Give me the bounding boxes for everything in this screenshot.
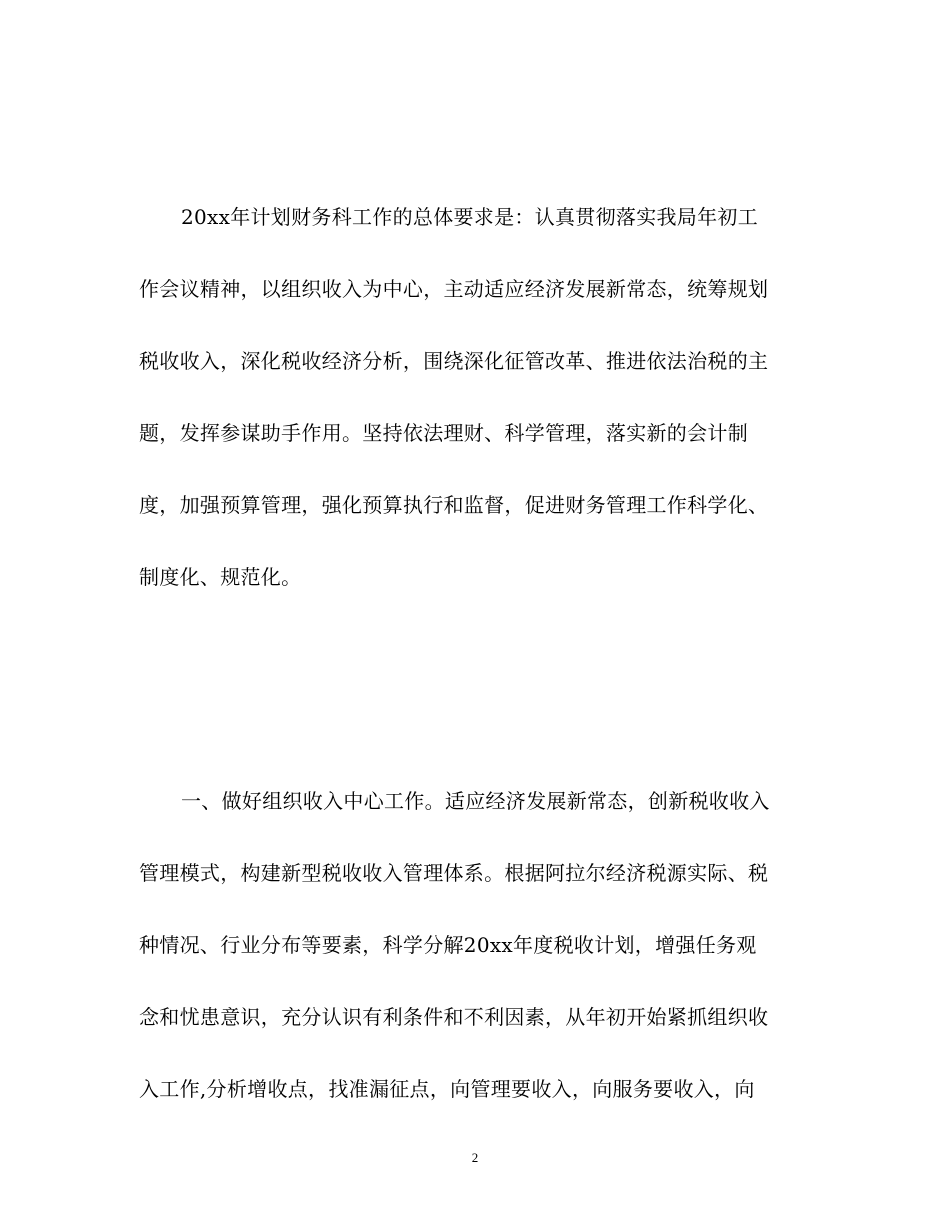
paragraph-line: 20xx年计划财务科工作的总体要求是：认真贯彻落实我局年初工: [181, 205, 759, 229]
paragraph-line: 度，加强预算管理，强化预算执行和监督，促进财务管理工作科学化、: [139, 493, 769, 517]
paragraph-line: 种情况、行业分布等要素，科学分解20xx年度税收计划，增强任务观: [139, 933, 757, 957]
paragraph-line: 一、做好组织收入中心工作。适应经济发展新常态，创新税收收入: [181, 789, 770, 813]
paragraph-line: 入工作,分析增收点，找准漏征点，向管理要收入，向服务要收入，向: [139, 1077, 755, 1101]
paragraph-line: 制度化、规范化。: [139, 565, 302, 589]
paragraph-line: 念和忧患意识，充分认识有利条件和不利因素，从年初开始紧抓组织收: [139, 1005, 769, 1029]
page-number: 2: [471, 1150, 479, 1165]
paragraph-line: 作会议精神，以组织收入为中心，主动适应经济发展新常态，统筹规划: [139, 277, 769, 301]
paragraph-line: 题，发挥参谋助手作用。坚持依法理财、科学管理，落实新的会计制: [139, 421, 748, 445]
paragraph-line: 管理模式，构建新型税收收入管理体系。根据阿拉尔经济税源实际、税: [139, 861, 769, 885]
paragraph-line: 税收收入，深化税收经济分析，围绕深化征管改革、推进依法治税的主: [139, 349, 769, 373]
